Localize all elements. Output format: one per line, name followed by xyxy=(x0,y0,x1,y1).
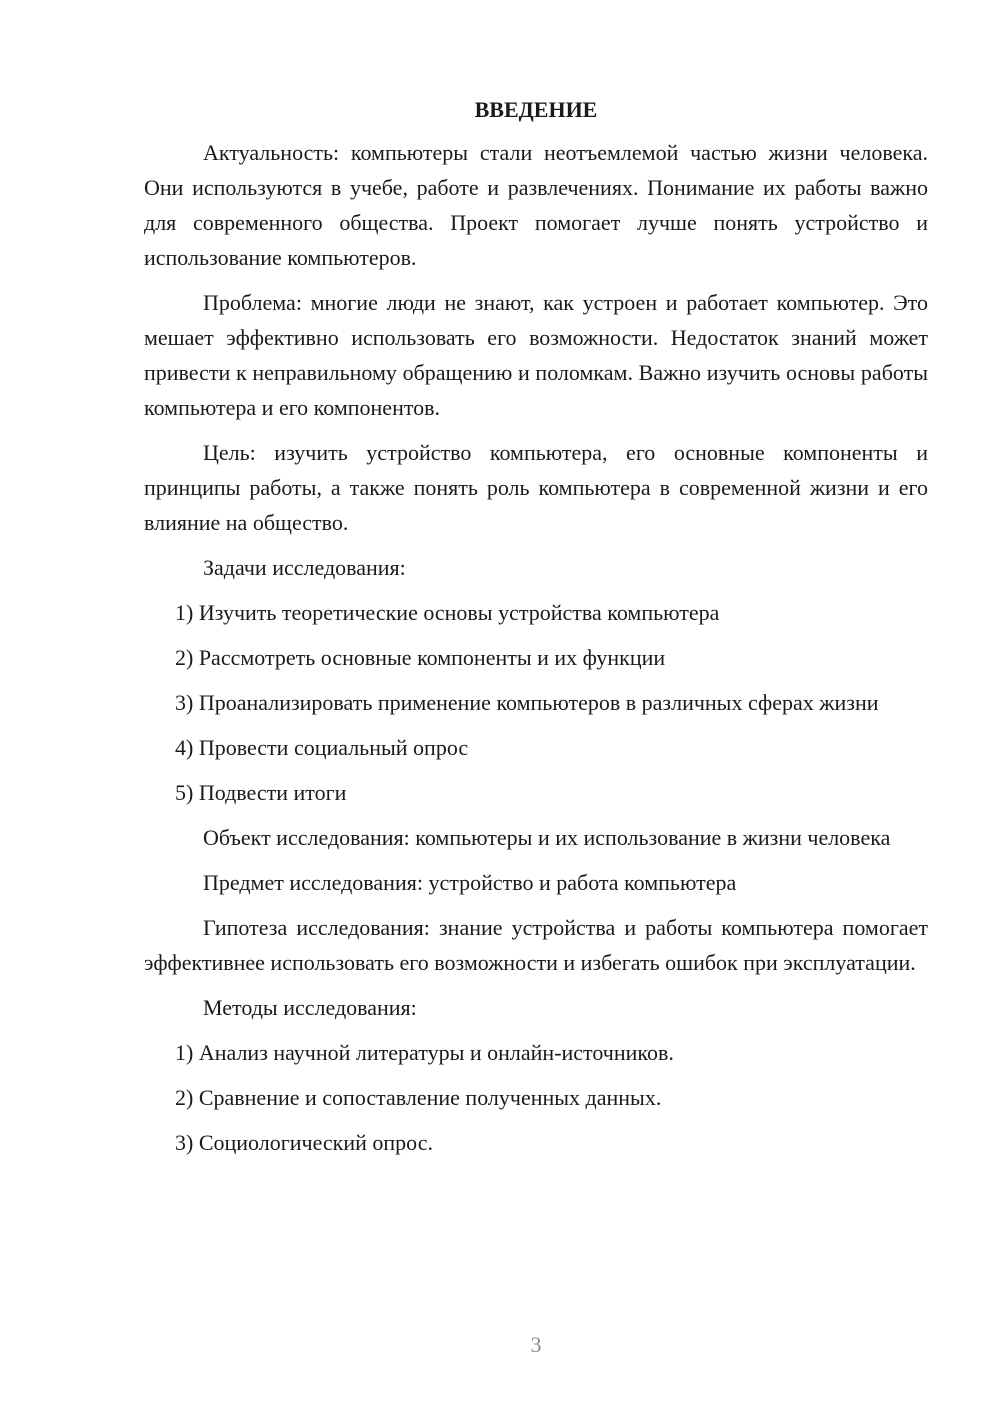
task-item-5: 5) Подвести итоги xyxy=(175,780,347,805)
method-item-3: 3) Социологический опрос. xyxy=(175,1130,433,1155)
page-title: ВВЕДЕНИЕ xyxy=(474,97,598,122)
tasks-heading: Задачи исследования: xyxy=(203,555,406,580)
methods-heading: Методы исследования: xyxy=(203,995,417,1020)
task-item-1: 1) Изучить теоретические основы устройства компьютера xyxy=(175,600,720,625)
method-item-2: 2) Сравнение и сопоставление полученных данных. xyxy=(175,1085,662,1110)
document-page xyxy=(144,92,928,1170)
task-item-3: 3) Проанализировать применение компьютеров в различных сферах жизни xyxy=(175,690,879,715)
method-item-1: 1) Анализ научной литературы и онлайн-источников. xyxy=(175,1040,674,1065)
task-item-2: 2) Рассмотреть основные компоненты и их функции xyxy=(175,645,666,670)
hypothesis-paragraph: Гипотеза исследования: знание устройства и работы компьютера помогает эффективнее использовать его возможности и избегать ошибок при эксплуатации. xyxy=(144,915,928,975)
task-item-4: 4) Провести социальный опрос xyxy=(175,735,469,760)
object-paragraph: Объект исследования: компьютеры и их использование в жизни человека xyxy=(203,825,891,850)
relevance-paragraph: Актуальность: компьютеры стали неотъемлемой частью жизни человека. Они используются в учебе, работе и развлечениях. Понимание их работы важно для современного общества. Проект помогает лучше понять устройство и использование компьютеров. xyxy=(144,140,928,270)
problem-paragraph: Проблема: многие люди не знают, как устроен и работает компьютер. Это мешает эффективно использовать его возможности. Недостаток знаний может привести к неправильному обращению и поломкам. Важно изучить основы работы компьютера и его компонентов. xyxy=(144,290,928,420)
subject-paragraph: Предмет исследования: устройство и работа компьютера xyxy=(203,870,737,895)
goal-paragraph: Цель: изучить устройство компьютера, его основные компоненты и принципы работы, а также понять роль компьютера в современной жизни и его влияние на общество. xyxy=(144,440,928,535)
page-number: 3 xyxy=(530,1332,542,1357)
